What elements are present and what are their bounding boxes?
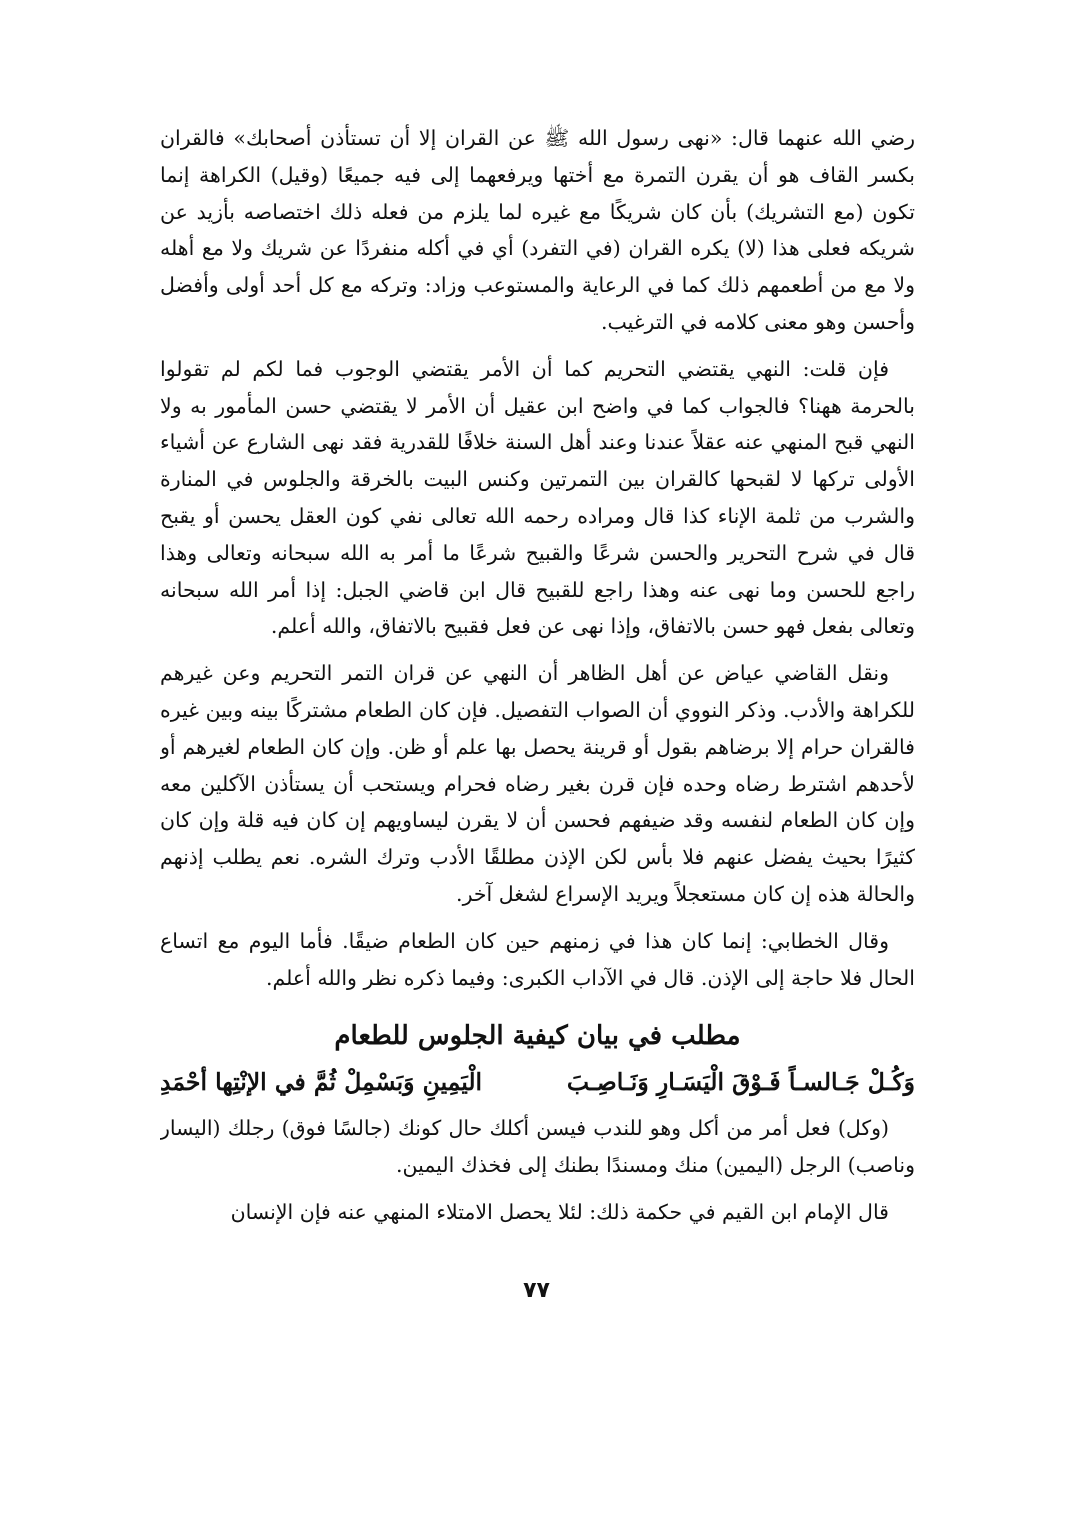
paragraph-1: رضي الله عنهما قال: «نهى رسول الله ﷺ عن القران إلا أن تستأذن أصحابك» فالقران بكسر القاف هو أن يقرن التمرة مع أختها ويرفعهما إلى فيه جميعًا (وقيل) الكراهة إنما تكون (مع التشريك) بأن كان شريكًا مع غيره لما يلزم من فعله ذلك اختصاصه بأزيد عن شريكه فعلى هذا (لا) يكره القران (في التفرد) أي في أكله منفردًا عن شريك ولا مع أهله ولا مع من أطعمهم ذلك كما في الرعاية والمستوعب وزاد: وتركه مع كل أحد أولى وأفضل وأحسن وهو معنى كلامه في الترغيب.	[160, 126, 915, 334]
poem-verse	[160, 1062, 915, 1102]
verse-second-hemistich: الْيَمِينِ وَبَسْمِلْ ثُمَّ في الإنْتِها أحْمَدِ	[160, 1068, 483, 1097]
page-number: ٧٧	[523, 1278, 550, 1303]
section-heading: مطلب في بيان كيفية الجلوس للطعام	[334, 1021, 741, 1052]
commentary-paragraph-1: (وكل) فعل أمر من أكل وهو للندب فيسن أكلك حال كونك (جالسًا فوق) رجلك (اليسار وناصب) الرجل (اليمين) منك ومسندًا بطنك إلى فخذك اليمين.	[160, 1116, 915, 1178]
verse-first-hemistich: وَكُـلْ جَـالسـاً فَـوْقَ الْيَسَـارِ وَنَـاصِـبَ	[566, 1068, 915, 1097]
page-body	[160, 120, 915, 1420]
paragraph-3: ونقل القاضي عياض عن أهل الظاهر أن النهي عن قران التمر التحريم وعن غيرهم للكراهة والأدب. وذكر النووي أن الصواب التفصيل. فإن كان الطعام مشتركًا بينه وبين غيره فالقران حرام إلا برضاهم بقول أو قرينة يحصل بها علم أو ظن. وإن كان الطعام لغيرهم أو لأحدهم اشترط رضاه وحده فإن قرن بغير رضاه فحرام ويستحب أن يستأذن الآكلين معه وإن كان الطعام لنفسه وقد ضيفهم فحسن أن لا يقرن ليساويهم إن كان فيه قلة وإن كان كثيرًا بحيث يفضل عنهم فلا بأس لكن الإذن مطلقًا الأدب وترك الشره. نعم يطلب إذنهم والحالة هذه إن كان مستعجلاً ويريد الإسراع لشغل آخر.	[160, 661, 915, 906]
commentary-paragraph-2: قال الإمام ابن القيم في حكمة ذلك: لئلا يحصل الامتلاء المنهي عنه فإن الإنسان	[230, 1199, 889, 1224]
paragraph-2: فإن قلت: النهي يقتضي التحريم كما أن الأمر يقتضي الوجوب فما لكم لم تقولوا بالحرمة ههنا؟ فالجواب كما في واضح ابن عقيل أن الأمر لا يقتضي حسن المأمور به ولا النهي قبح المنهي عنه عقلاً عندنا وعند أهل السنة خلافًا للقدرية فقد نهى الشارع عن أشياء الأولى تركها لا لقبحها كالقران بين التمرتين وكنس البيت بالخرقة والجلوس في المنارة والشرب من ثلمة الإناء كذا قال ومراده رحمه الله تعالى نفي كون العقل يحسن أو يقبح قال في شرح التحرير والحسن شرعًا والقبيح شرعًا ما أمر به الله سبحانه وتعالى وهذا راجع للحسن وما نهى عنه وهذا راجع للقبيح قال ابن قاضي الجبل: إذا أمر الله سبحانه وتعالى بفعل فهو حسن بالاتفاق، وإذا نهى عن فعل فقبيح بالاتفاق، والله أعلم.	[160, 356, 915, 639]
paragraph-4: وقال الخطابي: إنما كان هذا في زمنهم حين كان الطعام ضيقًا. فأما اليوم مع اتساع الحال فلا حاجة إلى الإذن. قال في الآداب الكبرى: وفيما ذكره نظر والله أعلم.	[160, 928, 915, 990]
